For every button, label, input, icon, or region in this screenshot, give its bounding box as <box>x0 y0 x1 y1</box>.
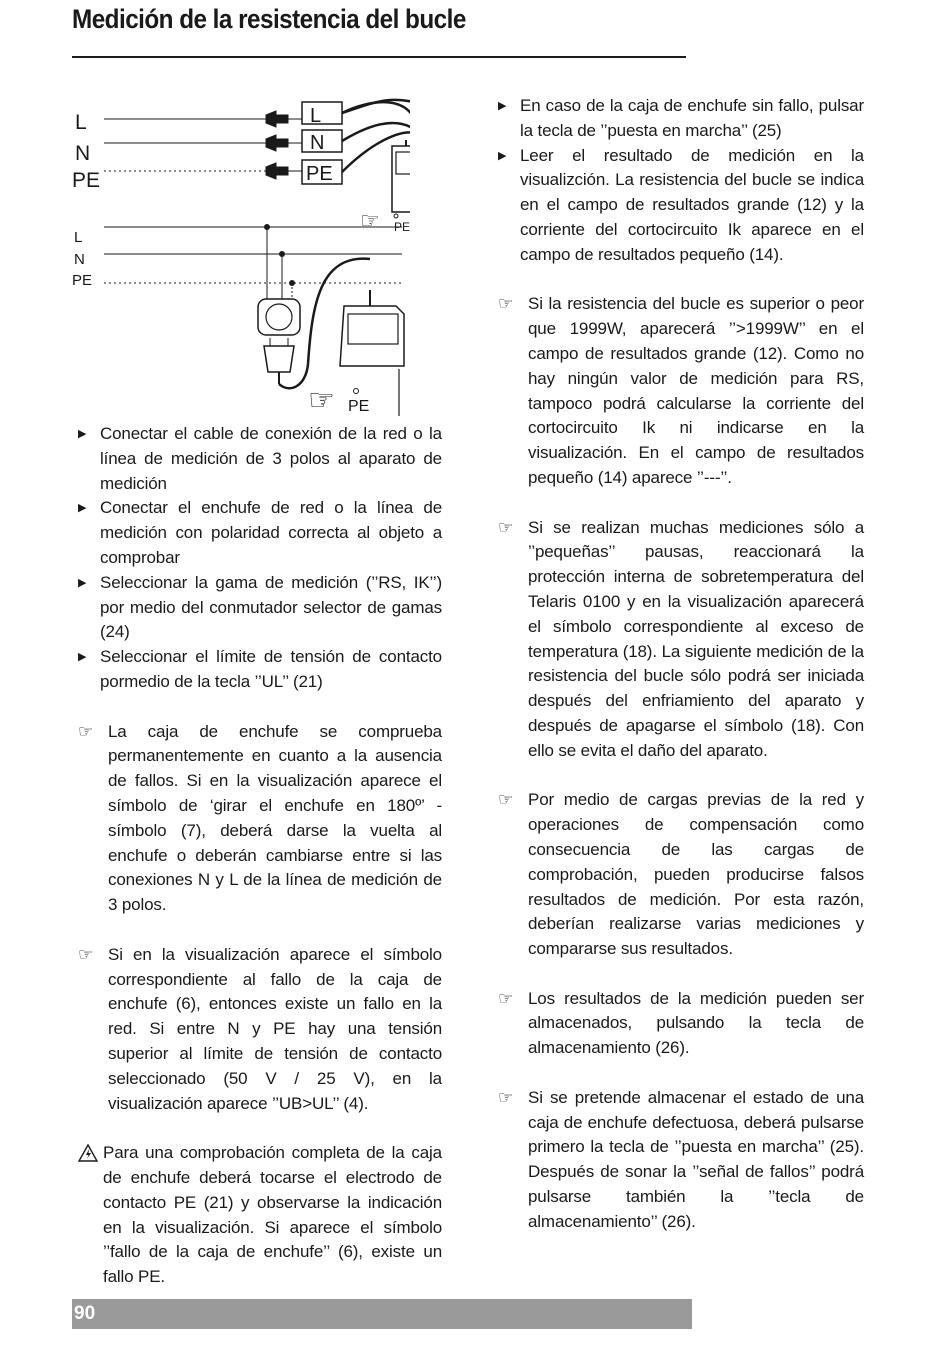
step-text: Leer el resultado de medición en la visualizción. La resistencia del bucle se indica en el campo de resultados grande (12) y la corriente del cortocircuito Ik aparece en el campo de resultados pequeño (14). <box>520 145 864 264</box>
page-number: 90 <box>74 1303 96 1324</box>
left-column <box>78 422 442 1290</box>
note-text: Si se realizan muchas mediciones sólo a ’’pequeñas’’ pausas, reaccionará la protección interna de sobretemperatura del Telaris 0100 y en la visualización aparecerá el símbolo correspondiente al exceso de temperatura (18). La siguiente medición de la resistencia del bucle sólo podrá ser iniciada después del enfriamiento del aparato y después de apagarse el símbolo (18). Con ello se evita el daño del aparato. <box>528 517 864 760</box>
note-text: Si se pretende almacenar el estado de una caja de enchufe defectuosa, deberá pulsarse primero la tecla de ’’puesta en marcha’’ (25). Después de sonar la ’’señal de fallos’’ podrá pulsarse también la ’’tecla de almacenamiento’’ (26). <box>528 1087 864 1231</box>
triangle-bullet-icon: ▶ <box>498 149 507 162</box>
title-rule <box>72 56 686 58</box>
wire-label-bottom-n: N <box>74 251 85 268</box>
wire-label-bottom-l: L <box>74 229 83 246</box>
warning-text: Para una comprobación completa de la caja de enchufe deberá tocarse el electrodo de contacto PE (21) y observarse la indicación en la visualización. Si aparece el símbolo ’’fallo de la caja de enchufe’’ (6), existe un fallo PE. <box>103 1143 442 1287</box>
list-item <box>498 144 864 268</box>
touch-pe-bottom <box>308 383 369 418</box>
note-text: Si en la visualización aparece el símbolo correspondiente al fallo de la caja de enchufe (6), entonces existe un fallo en la red. Si entre N y PE hay una tensión superior al límite de tensión de contacto seleccionado (50 V / 25 V), en la visualización aparece ’’UB>UL’’ (4). <box>108 944 442 1113</box>
list-item <box>78 496 442 570</box>
right-column <box>498 94 864 1235</box>
plug-label-n: N <box>310 132 325 154</box>
step-text: Seleccionar el límite de tensión de contacto pormedio de la tecla ’’UL’’ (21) <box>100 647 442 691</box>
step-text: Conectar el cable de conexión de la red o la línea de medición de 3 polos al aparato de medición <box>100 424 442 493</box>
triangle-bullet-icon: ▶ <box>498 100 507 112</box>
pointing-hand-icon: ☞ <box>78 944 94 964</box>
touch-label-bottom: PE <box>348 398 370 415</box>
note-text: Los resultados de la medición pueden ser almacenados, pulsando la tecla de almacenamiento (26). <box>528 988 864 1058</box>
pointing-hand-icon: ☞ <box>498 988 514 1008</box>
note-text: Si la resistencia del bucle es superior o peor que 1999W, aparecerá ’’>1999W’’ en el campo de resultados grande (12). Como no hay ningún valor de medición para RS, tampoco podrá calcularse la corriente del cortocircuito Ik ni indicarse en la visualización. En el campo de resultados pequeño (14) aparece ’’---’’. <box>528 294 864 487</box>
step-text: Seleccionar la gama de medición (’’RS, IK’’) por medio del conmutador selector de gamas (24) <box>100 572 442 642</box>
pointing-hand-icon: ☞ <box>498 790 514 810</box>
warning-triangle-icon <box>78 1144 98 1162</box>
note-item <box>498 788 864 962</box>
note-item <box>78 943 442 1117</box>
pointing-hand-icon: ☞ <box>498 1087 514 1107</box>
note-item <box>498 1086 864 1235</box>
wire-label-bottom-pe: PE <box>72 272 93 289</box>
pointing-hand-icon: ☞ <box>360 209 380 234</box>
plug-label-pe: PE <box>306 163 333 185</box>
wire-label-top-l: L <box>75 111 87 134</box>
list-item <box>78 422 442 496</box>
list-item <box>498 94 864 144</box>
list-item <box>78 571 442 645</box>
warning-item <box>78 1141 442 1290</box>
note-item <box>78 720 442 918</box>
pointing-hand-icon: ☞ <box>78 721 94 741</box>
note-item <box>498 516 864 764</box>
page-title: Medición de la resistencia del bucle <box>72 4 466 34</box>
footer-bar <box>72 1299 692 1329</box>
pointing-hand-icon: ☞ <box>498 294 514 314</box>
touch-label-top: PE <box>394 220 410 234</box>
triangle-bullet-icon: ▶ <box>78 428 87 440</box>
connection-diagram <box>70 94 410 419</box>
step-text: Conectar el enchufe de red o la línea de medición con polaridad correcta al objeto a comprobar <box>100 498 442 567</box>
list-item <box>78 645 442 695</box>
note-item <box>498 987 864 1061</box>
step-text: En caso de la caja de enchufe sin fallo, pulsar la tecla de ’’puesta en marcha’’ (25) <box>520 96 864 140</box>
note-text: Por medio de cargas previas de la red y operaciones de compensación como consecuencia de las cargas de comprobación, pueden producirse falsos resultados de medición. Por esta razón, deberían realizarse varias mediciones y compararse sus resultados. <box>528 790 864 959</box>
triangle-bullet-icon: ▶ <box>78 576 87 589</box>
plug-label-l: L <box>310 105 322 127</box>
pointing-hand-icon: ☞ <box>308 383 335 418</box>
wire-label-top-pe: PE <box>72 169 101 192</box>
pointing-hand-icon: ☞ <box>498 517 514 537</box>
wire-label-top-n: N <box>75 142 91 165</box>
note-item <box>498 292 864 490</box>
note-text: La caja de enchufe se comprueba permanentemente en cuanto a la ausencia de fallos. Si en la visualización aparece el símbolo de ‘girar el enchufe en 180º’ - símbolo (7), deberá darse la vuelta al enchufe o deberán cambiarse entre si las conexiones N y L de la línea de medición de 3 polos. <box>108 721 442 915</box>
triangle-bullet-icon: ▶ <box>78 651 87 664</box>
triangle-bullet-icon: ▶ <box>78 502 87 515</box>
